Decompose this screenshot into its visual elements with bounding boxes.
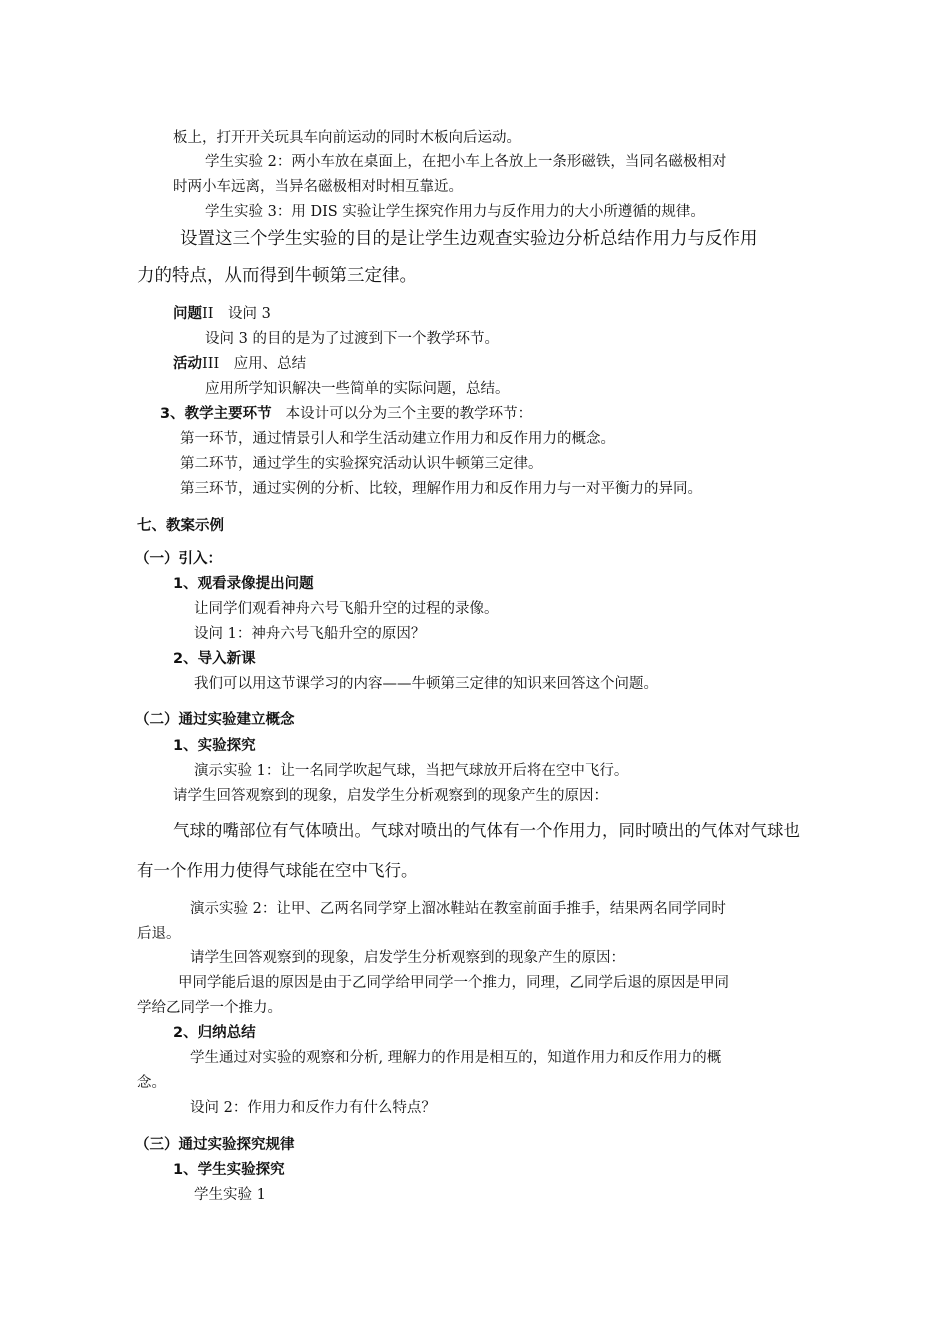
section-heading-7: 七、教案示例 — [137, 518, 224, 534]
body-text-line: 设问 1：神舟六号飞船升空的原因？ — [194, 626, 426, 642]
sub-heading: 1、学生实验探究 — [173, 1162, 285, 1178]
body-text-line: 第三环节，通过实例的分析、比较，理解作用力和反作用力与一对平衡力的异同。 — [180, 481, 702, 497]
body-text-line: 学生实验 1 — [194, 1187, 266, 1203]
body-text-line: 设问 2：作用力和反作力有什么特点？ — [190, 1100, 436, 1116]
subsection-heading: （一）引入： — [135, 551, 222, 567]
sub-heading: 1、观看录像提出问题 — [173, 576, 314, 592]
body-text-line: 学生通过对实验的观察和分析, 理解力的作用是相互的，知道作用力和反作用力的概 — [190, 1050, 722, 1066]
teaching-steps-line — [160, 404, 532, 424]
teaching-steps-label: 3、教学主要环节 — [160, 406, 272, 422]
sub-heading: 2、导入新课 — [173, 651, 256, 667]
body-text-line: 念。 — [137, 1075, 166, 1091]
question-label: 问题 — [173, 306, 202, 322]
question-text: II 设问 3 — [202, 306, 271, 322]
body-text-line: 学生实验 2：两小车放在桌面上，在把小车上各放上一条形磁铁，当同名磁极相对 — [205, 154, 727, 170]
body-text-line: 时两小车远离，当异名磁极相对时相互靠近。 — [173, 179, 463, 195]
body-text-line: 学生实验 3：用 DIS 实验让学生探究作用力与反作用力的大小所遵循的规律。 — [205, 204, 705, 220]
body-text-line: 应用所学知识解决一些简单的实际问题，总结。 — [205, 381, 510, 397]
question-ii-line — [173, 304, 271, 324]
body-text-line: 演示实验 2：让甲、乙两名同学穿上溜冰鞋站在教室前面手推手，结果两名同学同时 — [190, 901, 726, 917]
body-text-line: 学给乙同学一个推力。 — [137, 1000, 282, 1016]
sub-heading: 1、实验探究 — [173, 738, 256, 754]
sub-heading: 2、归纳总结 — [173, 1025, 256, 1041]
body-text-line: 第二环节，通过学生的实验探究活动认识牛顿第三定律。 — [180, 456, 543, 472]
body-text-line: 我们可以用这节课学习的内容——牛顿第三定律的知识来回答这个问题。 — [194, 676, 658, 692]
body-text-line: 板上，打开开关玩具车向前运动的同时木板向后运动。 — [173, 130, 521, 146]
body-text-line: 第一环节，通过情景引人和学生活动建立作用力和反作用力的概念。 — [180, 431, 615, 447]
body-text-line: 演示实验 1：让一名同学吹起气球，当把气球放开后将在空中飞行。 — [194, 763, 629, 779]
activity-label: 活动 — [173, 356, 202, 372]
body-text-line: 后退。 — [137, 926, 181, 942]
teaching-steps-text: 本设计可以分为三个主要的教学环节： — [285, 406, 533, 422]
body-text-line: 请学生回答观察到的现象，启发学生分析观察到的现象产生的原因： — [190, 950, 625, 966]
body-text-line: 设问 3 的目的是为了过渡到下一个教学环节。 — [205, 331, 499, 347]
body-text-line-large: 有一个作用力使得气球能在空中飞行。 — [137, 861, 418, 880]
body-text-line: 甲同学能后退的原因是由于乙同学给甲同学一个推力，同理，乙同学后退的原因是甲同 — [178, 975, 729, 991]
body-text-line: 请学生回答观察到的现象，启发学生分析观察到的现象产生的原因： — [173, 788, 608, 804]
body-text-line-large: 力的特点，从而得到牛顿第三定律。 — [137, 266, 417, 286]
body-text-line-large: 设置这三个学生实验的目的是让学生边观查实验边分析总结作用力与反作用 — [180, 229, 758, 249]
body-text-line-large: 气球的嘴部位有气体喷出。气球对喷出的气体有一个作用力，同时喷出的气体对气球也 — [173, 821, 800, 840]
subsection-heading: （二）通过实验建立概念 — [135, 712, 295, 728]
body-text-line: 让同学们观看神舟六号飞船升空的过程的录像。 — [194, 601, 499, 617]
subsection-heading: （三）通过实验探究规律 — [135, 1137, 295, 1153]
activity-iii-line — [173, 354, 306, 374]
activity-text: III 应用、总结 — [202, 356, 307, 372]
